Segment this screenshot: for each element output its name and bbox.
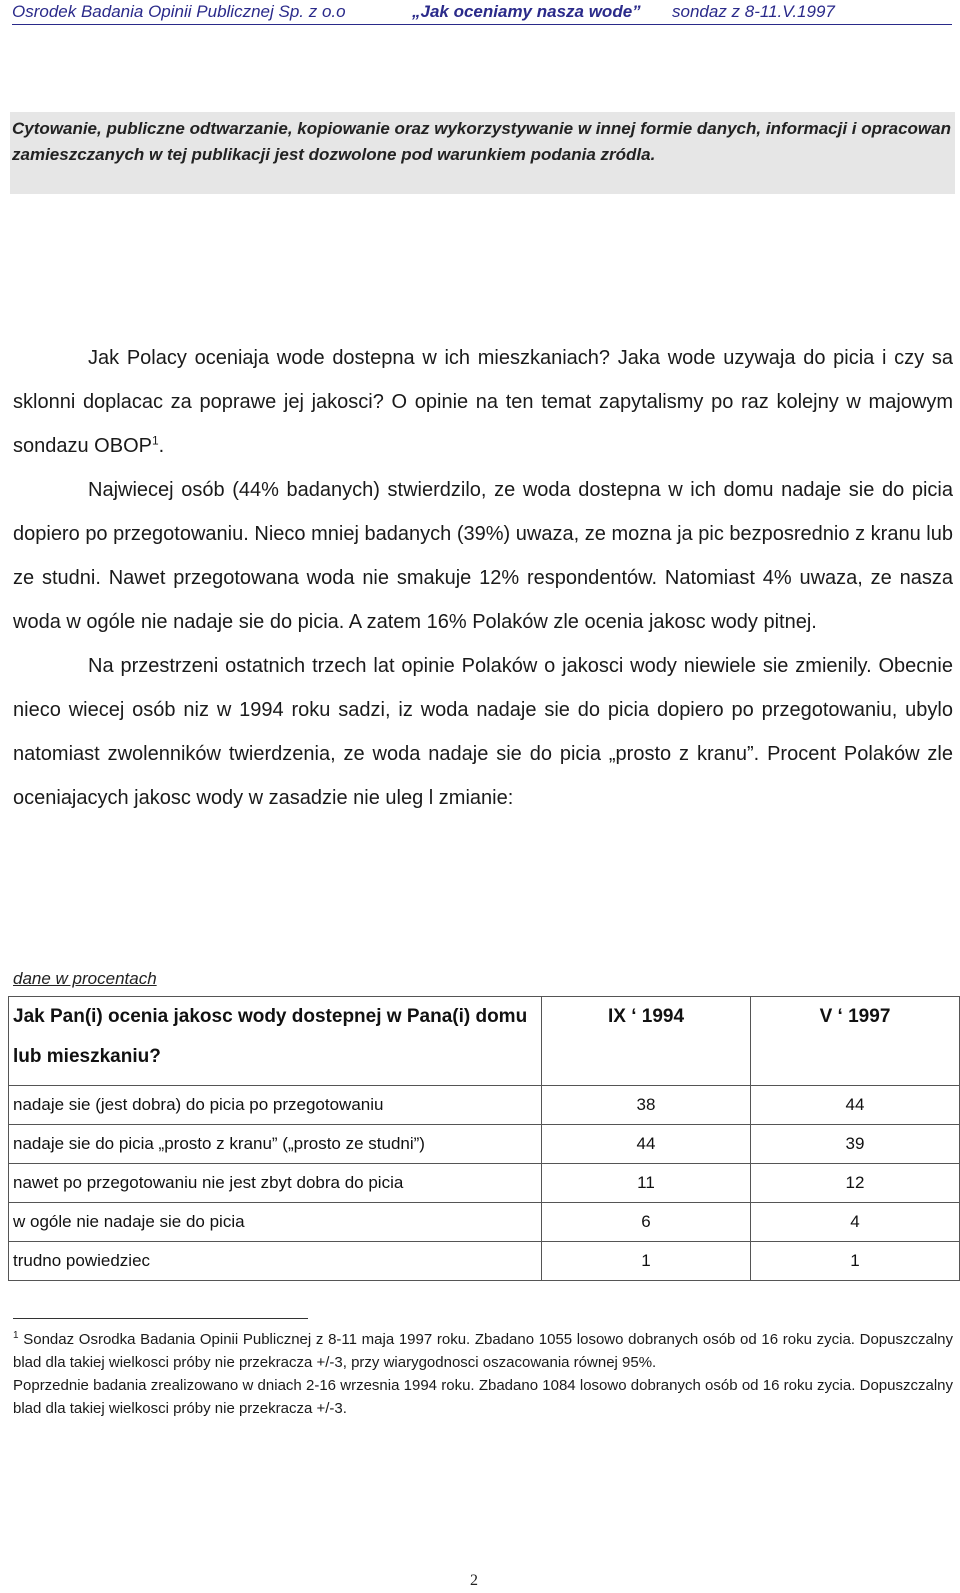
value-1997: 12 bbox=[751, 1164, 960, 1203]
footnote-ref[interactable]: 1 bbox=[151, 433, 159, 448]
header-title: „Jak oceniamy nasza wode” bbox=[412, 2, 641, 21]
paragraph-2: Najwiecej osób (44% badanych) stwierdzilo, ze woda dostepna w ich domu nadaje sie do picia dopiero po przegotowaniu. Nieco mniej badanych (39%) uwaza, ze mozna ja pic bezposrednio z kranu lub ze studni. Nawet przegotowana woda nie smakuje 12% respondentów. Natomiast 4% uwaza, ze nasza woda w ogóle nie nadaje sie do picia. A zatem 16% Polaków zle ocenia jakosc wody pitnej. bbox=[13, 479, 953, 633]
table-row bbox=[9, 1203, 960, 1242]
paragraph-1: Jak Polacy oceniaja wode dostepna w ich mieszkaniach? Jaka wode uzywaja do picia i czy sa sklonni doplacac za poprawe jej jakosci? O opinie na ten temat zapytalismy po raz kolejny w majowym sondazu OBOP$^1$. bbox=[13, 347, 953, 457]
footnote-2: Poprzednie badania zrealizowano w dniach 2-16 wrzesnia 1994 roku. Zbadano 1084 losowo dobranych osób od 16 roku zycia. Dopuszczalny blad dla takiej wielkosci próby nie przekracza +/-3. bbox=[13, 1377, 953, 1417]
page-header bbox=[12, 2, 952, 25]
article-body bbox=[13, 336, 953, 820]
table-row bbox=[9, 1125, 960, 1164]
row-label: nadaje sie do picia „prosto z kranu” („prosto ze studni”) bbox=[9, 1125, 542, 1164]
row-label: w ogóle nie nadaje sie do picia bbox=[9, 1203, 542, 1242]
value-1997: 44 bbox=[751, 1086, 960, 1125]
header-survey-date: sondaz z 8-11.V.1997 bbox=[672, 2, 835, 21]
value-1997: 4 bbox=[751, 1203, 960, 1242]
value-1994: 44 bbox=[542, 1125, 751, 1164]
column-header-1997: V ‘ 1997 bbox=[751, 997, 960, 1086]
column-header-1994: IX ‘ 1994 bbox=[542, 997, 751, 1086]
row-label: nawet po przegotowaniu nie jest zbyt dobra do picia bbox=[9, 1164, 542, 1203]
value-1997: 1 bbox=[751, 1242, 960, 1281]
footnotes bbox=[13, 1324, 953, 1420]
value-1997: 39 bbox=[751, 1125, 960, 1164]
results-table bbox=[8, 996, 960, 1281]
table-caption: dane w procentach bbox=[13, 969, 157, 988]
row-label: nadaje sie (jest dobra) do picia po przegotowaniu bbox=[9, 1086, 542, 1125]
table-row bbox=[9, 1086, 960, 1125]
copyright-notice: Cytowanie, publiczne odtwarzanie, kopiowanie oraz wykorzystywanie w innej formie danych, informacji i opracowan zamieszczanych w tej publikacji jest dozwolone pod warunkiem podania zródla. bbox=[10, 112, 955, 194]
footnote-divider bbox=[13, 1318, 308, 1319]
header-organization: Osrodek Badania Opinii Publicznej Sp. z o.o bbox=[12, 2, 346, 21]
value-1994: 11 bbox=[542, 1164, 751, 1203]
table-row bbox=[9, 1164, 960, 1203]
page-number: 2 bbox=[470, 1572, 478, 1589]
value-1994: 6 bbox=[542, 1203, 751, 1242]
table-question: Jak Pan(i) ocenia jakosc wody dostepnej w Pana(i) domu lub mieszkaniu? bbox=[9, 997, 542, 1086]
paragraph-3: Na przestrzeni ostatnich trzech lat opinie Polaków o jakosci wody niewiele sie zmienily. Obecnie nieco wiecej osób niz w 1994 roku sadzi, iz woda nadaje sie do picia dopiero po przegotowaniu, ubylo natomiast zwolenników twierdzenia, ze woda nadaje sie do picia „prosto z kranu”. Procent Polaków zle oceniajacych jakosc wody w zasadzie nie uleg l zmianie: bbox=[13, 655, 953, 809]
table-row bbox=[9, 1242, 960, 1281]
footnote-marker: 1 bbox=[13, 1330, 19, 1341]
value-1994: 1 bbox=[542, 1242, 751, 1281]
value-1994: 38 bbox=[542, 1086, 751, 1125]
row-label: trudno powiedziec bbox=[9, 1242, 542, 1281]
table-header-row bbox=[9, 997, 960, 1086]
footnote-1: $^1$ Sondaz Osrodka Badania Opinii Publicznej z 8-11 maja 1997 roku. Zbadano 1055 losowo dobranych osób od 16 roku zycia. Dopuszczalny blad dla takiej wielkosci próby nie przekracza +/-3, przy wiarygodnosci oszacowania równej 95%. bbox=[13, 1330, 953, 1371]
